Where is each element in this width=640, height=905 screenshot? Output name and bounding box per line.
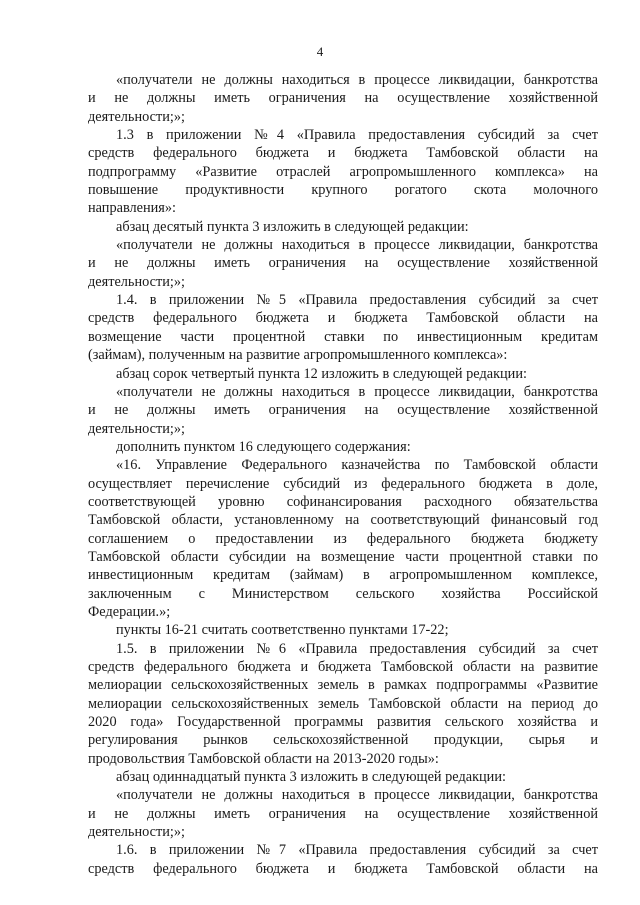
paragraph-line: дополнить пунктом 16 следующего содержания:	[116, 438, 411, 455]
paragraph-line: мелиорации сельскохозяйственных земель Тамбовской области на период до	[88, 695, 598, 712]
paragraph	[88, 218, 598, 236]
paragraph-line: и не должны иметь ограничения на осуществление хозяйственной	[88, 402, 598, 419]
paragraph-line: абзац одиннадцатый пункта 3 изложить в следующей редакции:	[116, 769, 506, 786]
paragraph-line: 1.3 в приложении №4 «Правила предоставления субсидий за счет	[116, 127, 598, 144]
paragraph-line: средств федерального бюджета и бюджета Тамбовской области на	[88, 860, 598, 877]
paragraph-line: возмещение части процентной ставки по инвестиционным кредитам	[88, 328, 598, 345]
paragraph-line: 1.4. в приложении №5 «Правила предоставления субсидий за счет	[116, 292, 598, 309]
paragraph-line: и не должны иметь ограничения на осуществление хозяйственной	[88, 255, 598, 272]
paragraph-line: направления»:	[88, 200, 176, 217]
paragraph-line: соответствующей уровню софинансирования расходного обязательства	[88, 493, 598, 510]
paragraph-line: Тамбовской области субсидии на возмещение части процентной ставки по	[88, 548, 598, 565]
paragraph-line: заключенным с Министерством сельского хозяйства Российской	[88, 585, 598, 602]
paragraph	[88, 383, 598, 438]
paragraph-line: средств федерального бюджета и бюджета Тамбовской области на	[88, 145, 598, 162]
paragraph-line: «получатели не должны находиться в процессе ликвидации, банкротства	[116, 237, 598, 254]
paragraph-line: осуществляет перечисление субсидий из федерального бюджета в доле,	[88, 475, 598, 492]
paragraph	[88, 365, 598, 383]
paragraph-line: «получатели не должны находиться в процессе ликвидации, банкротства	[116, 787, 598, 804]
paragraph-line: повышение продуктивности крупного рогатого скота молочного	[88, 182, 598, 199]
paragraph	[88, 438, 598, 456]
paragraph	[88, 291, 598, 364]
paragraph-line: мелиорации сельскохозяйственных земель в рамках подпрограммы «Развитие	[88, 677, 598, 694]
paragraph	[88, 71, 598, 126]
paragraph-line: средств федерального бюджета и бюджета Тамбовской области на развитие	[88, 659, 598, 675]
paragraph-line: и не должны иметь ограничения на осуществление хозяйственной	[88, 805, 598, 822]
paragraph	[88, 456, 598, 621]
paragraph-line: деятельности;»;	[88, 420, 185, 437]
page-number: 4	[316, 44, 324, 59]
paragraph-line: (займам), полученным на развитие агропромышленного комплекса»:	[88, 347, 508, 364]
paragraph-line: «получатели не должны находиться в процессе ликвидации, банкротства	[116, 383, 598, 400]
paragraph	[88, 841, 598, 878]
paragraph-line: средств федерального бюджета и бюджета Тамбовской области на	[88, 310, 598, 327]
paragraph-line: 1.6. в приложении №7 «Правила предоставления субсидий за счет	[116, 842, 598, 859]
document-body	[88, 71, 598, 878]
paragraph-line: абзац сорок четвертый пункта 12 изложить в следующей редакции:	[116, 365, 527, 382]
paragraph-line: продовольствия Тамбовской области на 2013-2020 годы»:	[88, 750, 439, 767]
paragraph-line: 2020 года» Государственной программы развития сельского хозяйства и	[88, 714, 598, 731]
paragraph-line: регулирования рынков сельскохозяйственной продукции, сырья и	[88, 732, 598, 749]
paragraph-line: пункты 16-21 считать соответственно пунктами 17-22;	[116, 622, 449, 639]
paragraph-line: деятельности;»;	[88, 273, 185, 290]
paragraph-line: инвестиционным кредитам (займам) в агропромышленном комплексе,	[88, 567, 598, 584]
paragraph-line: соглашением о предоставлении из федерального бюджета бюджету	[88, 530, 598, 547]
paragraph-line: 1.5. в приложении №6 «Правила предоставления субсидий за счет	[116, 640, 598, 657]
paragraph	[88, 768, 598, 786]
paragraph-line: «16. Управление Федерального казначейства по Тамбовской области	[116, 457, 598, 474]
paragraph-line: деятельности;»;	[88, 824, 185, 841]
paragraph-line: деятельности;»;	[88, 108, 185, 125]
paragraph	[88, 236, 598, 291]
paragraph-line: Федерации.»;	[88, 603, 171, 620]
paragraph	[88, 126, 598, 218]
paragraph	[88, 640, 598, 768]
paragraph-line: абзац десятый пункта 3 изложить в следующей редакции:	[116, 218, 469, 235]
paragraph-line: и не должны иметь ограничения на осуществление хозяйственной	[88, 90, 598, 107]
paragraph	[88, 621, 598, 639]
paragraph-line: подпрограмму «Развитие отраслей агропромышленного комплекса» на	[88, 163, 598, 180]
paragraph-line: Тамбовской области, установленному на соответствующий финансовый год	[88, 512, 598, 529]
paragraph	[88, 786, 598, 841]
paragraph-line: «получатели не должны находиться в процессе ликвидации, банкротства	[116, 72, 598, 88]
